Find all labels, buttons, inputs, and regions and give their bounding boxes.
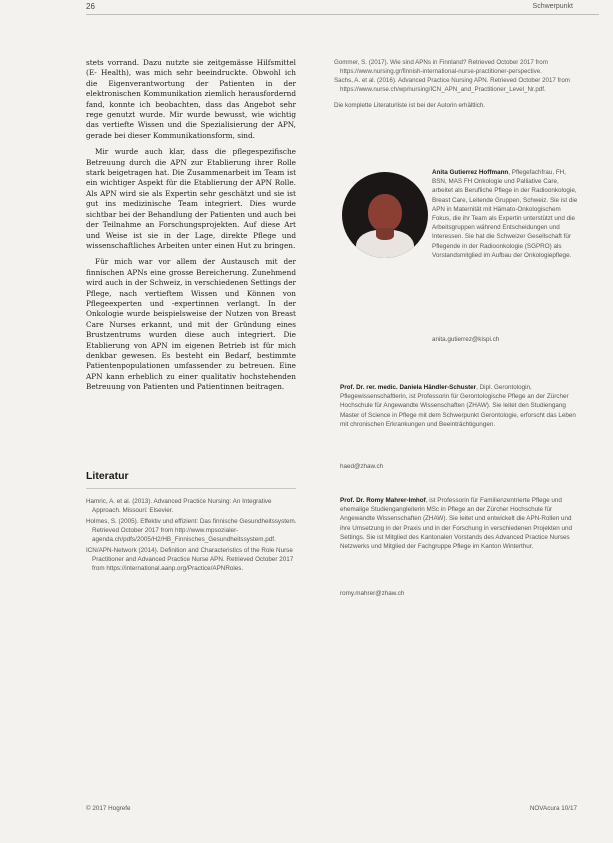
header-rule (86, 14, 599, 15)
section-label: Schwerpunkt (532, 3, 573, 10)
right-column-references (334, 58, 574, 109)
footer-journal: NOVAcura 10/17 (529, 805, 577, 812)
author-email[interactable]: romy.mahrer@zhaw.ch (340, 590, 405, 597)
author-bio-3 (340, 496, 578, 551)
photo-face (368, 194, 402, 232)
literature-item: ICN/APN-Network (2014). Definition and Characteristics of the Role Nurse Practitioner and Advanced Practice Nurse APN. Retrieved October 2017 from https://international.aanp.org/Practice/APNRoles. (86, 547, 294, 572)
literature-heading: Literatur (86, 470, 129, 482)
literature-note: Die komplette Literaturliste ist bei der Autorin erhältlich. (334, 102, 485, 109)
literature-item: Hamric, A. et al. (2013). Advanced Practice Nursing: An Integrative Approach. Missouri: Elsevier. (86, 498, 272, 514)
photo-collar (376, 228, 394, 240)
literature-list (86, 497, 298, 575)
reference-item: Sachs, A. et al. (2016). Advanced Practice Nursing APN. Retrieved October 2017 from https://www.nurse.ch/wp/nursing/ICN_APN_and_Practitioner_Level_Nr.pdf. (334, 77, 570, 93)
author-bio-2 (340, 383, 578, 429)
literature-item: Holmes, S. (2005). Effektiv und effizient: Das finnische Gesundheitssystem. Retrieved October 2017 from http://www.mpsozialer-agenda.ch/pdfs/2005/H2/HB_Finnisches_Gesundheitssystem.pdf. (86, 518, 297, 543)
author-description: , Dipl. Gerontologin, Pflegewissenschaftlerin, ist Professorin für Gerontologische Pflege an der Zürcher Hochschule für Angewandte Wissenschaften (ZHAW). Sie leitet den Studiengang Master of Science in Pflege mit dem Schwerpunkt Gerontologie, erforscht das Leben mit chronischen Erkrankungen und Beeinträchtigungen. (340, 384, 576, 428)
author-description: , ist Professorin für Familienzentrierte Pflege und ehemalige Studiengangleiterin MSc in Pflege an der Zürcher Hochschule für Angewandte Wissenschaften (ZHAW). Sie leitet und entwickelt die APN-Rollen und ihre Umsetzung in der Praxis und in der Forschung in verschiedenen Projekten und Settings. Sie ist Mitglied des Kantonalen Vorstands des Advanced Practice Nurses Netzwerks und Mitglied der Fachgruppe Pflege im Kanton Winterthur. (340, 497, 573, 551)
page-number: 26 (86, 2, 95, 11)
footer-copyright: © 2017 Hogrefe (86, 805, 131, 812)
paragraph: Für mich war vor allem der Austausch mit der finnischen APNs eine grosse Bereicherung. Zunehmend wird auch in der Schweiz, in verschiedenen Settings der Pflege, nach vertieftem Wissen und Können von Pflegeexperten und -expertinnen verlangt. In der Onkologie wurde beispielsweise der Nutzen von Breast Care Nurses erkannt, und mit der Gründung eines Brustzentrums wurden diese auch integriert. Die Etablierung von APN im eigenen Betrieb ist für mich denkbar gewesen. Es besteht ein Bedarf, bestimmte Patientenpopulationen umfassender zu betreuen. Eine APN kann erheblich zu einer qualitativ hochstehenden Betreuung von Patienten und Patientinnen beitragen. (86, 257, 296, 392)
author-description: , Pflegefachfrau, FH, BSN, MAS FH Onkologie und Palliative Care, arbeitet als Berufliche Pflege in der Radioonkologie, Breast Care, Leitende Gruppen, Schweiz. Sie ist die APN in Maternität mit Hämato-Onkologischem Fokus, die ihr Team als Expertin unterstützt und die Arbeitsgruppen während Entscheidungen und Interessen. Sie hat die Schweizer Gesellschaft für Pflegende in der Radioonkologie (SGPRO) als Vorstandsmitglied im Aufbau der Onkologiepflege. (432, 169, 578, 259)
author-email[interactable]: anita.gutierrez@kispi.ch (432, 336, 500, 343)
author-name: Prof. Dr. Romy Mahrer-Imhof (340, 497, 426, 504)
author-name: Anita Gutierrez Hoffmann (432, 169, 509, 176)
left-column (86, 58, 296, 399)
paragraph: stets vorrand. Dazu nutzte sie zeitgemässe Hilfsmittel (E- Health), was mich sehr beeindruckte. Obwohl ich die Eigenverantwortung der Patienten in der elektronischen Kommunikation ziemlich herausfordernd fand, konnte ich beobachten, dass das Angebot sehr rege genutzt wurde. Mir wurde bewusst, wie wichtig das vertiefte Wissen und die Spezialisierung der APN, gerade bei dieser Kommunikationsform, sind. (86, 58, 296, 140)
reference-item: Gommer, S. (2017). Wie sind APNs in Finnland? Retrieved October 2017 from https://www.nursing.gr/finnish-international-nurse-practitioner-perspective. (334, 59, 548, 75)
author-name: Prof. Dr. rer. medic. Daniela Händler-Schuster (340, 384, 477, 391)
literature-rule (86, 488, 296, 489)
author-bio-1 (432, 168, 578, 260)
author-photo (342, 172, 428, 258)
author-email[interactable]: haed@zhaw.ch (340, 463, 384, 470)
paragraph: Mir wurde auch klar, dass die pflegespezifische Betreuung durch die APN zur Etablierung ihrer Rolle stark beigetragen hat. Die Zusammenarbeit im Team ist ein wichtiger Aspekt für die Etablierung der APN Rolle. Als APN wird sie als Expertin sehr geschätzt und sie ist gut ins medizinische Team integriert. Dies wurde sichtbar bei der Behandlung der Patienten und auch bei der Teilnahme an Forschungsprojekten. Auf diese Art und Weise ist sie in der Lage, direkte Pflege und wissenschaftliches Arbeiten unter einen Hut zu bringen. (86, 147, 296, 250)
